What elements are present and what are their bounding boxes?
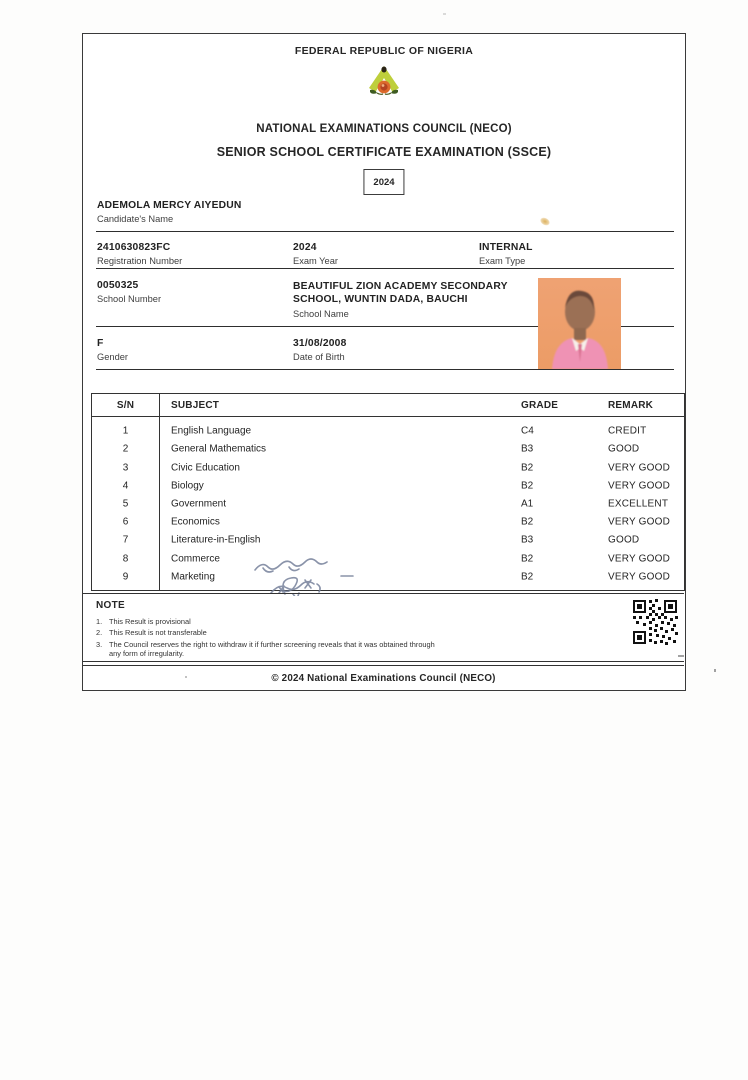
cell-remark: VERY GOOD bbox=[608, 516, 671, 528]
exam-type-label: Exam Type bbox=[479, 256, 526, 266]
exam-year-label: Exam Year bbox=[293, 256, 338, 266]
candidate-name-label: Candidate's Name bbox=[97, 214, 174, 224]
divider-line bbox=[96, 369, 674, 370]
exam-year-field bbox=[293, 242, 488, 266]
copyright-text: © 2024 National Examinations Council (NECO) bbox=[271, 673, 496, 684]
cell-remark: GOOD bbox=[608, 443, 640, 455]
cell-remark: VERY GOOD bbox=[608, 462, 671, 474]
header-sn: S/N bbox=[116, 400, 135, 411]
note-item-number: 3. bbox=[96, 639, 103, 649]
cell-remark: EXCELLENT bbox=[608, 498, 669, 510]
exam-year-value: 2024 bbox=[293, 242, 317, 253]
cell-remark: VERY GOOD bbox=[608, 571, 671, 583]
note-title: NOTE bbox=[96, 600, 125, 611]
date-of-birth-field bbox=[293, 338, 488, 362]
table-row bbox=[92, 458, 684, 476]
header-subject: SUBJECT bbox=[171, 400, 220, 411]
exam-type-field bbox=[479, 242, 674, 266]
cell-sn: 5 bbox=[122, 498, 129, 510]
note-section bbox=[83, 593, 684, 662]
results-table bbox=[91, 393, 685, 591]
cell-grade: C4 bbox=[521, 425, 534, 437]
divider-line bbox=[96, 268, 674, 269]
gender-label: Gender bbox=[97, 352, 129, 362]
cell-sn: 7 bbox=[122, 534, 129, 546]
cell-sn: 6 bbox=[122, 516, 129, 528]
cell-subject: General Mathematics bbox=[171, 443, 267, 455]
registration-number-label: Registration Number bbox=[97, 256, 183, 266]
school-name-label: School Name bbox=[293, 309, 349, 319]
cell-grade: B2 bbox=[521, 462, 534, 474]
table-row bbox=[92, 477, 684, 495]
candidate-name: ADEMOLA MERCY AIYEDUN bbox=[97, 200, 242, 211]
note-item-text: The Council reserves the right to withdraw it if further screening reveals that it was obtained through any form of irregularity. bbox=[109, 639, 435, 659]
cell-grade: B3 bbox=[521, 534, 534, 546]
cell-remark: CREDIT bbox=[608, 425, 647, 437]
candidate-name-block bbox=[97, 200, 242, 224]
results-table-header bbox=[92, 394, 684, 417]
candidate-photo bbox=[538, 278, 621, 369]
cell-remark: VERY GOOD bbox=[608, 480, 671, 492]
school-number-label: School Number bbox=[97, 294, 162, 304]
note-item-number: 2. bbox=[96, 628, 103, 638]
scan-mark bbox=[714, 669, 716, 672]
cell-grade: B2 bbox=[521, 480, 534, 492]
cell-subject: Commerce bbox=[171, 553, 220, 565]
table-row bbox=[92, 531, 684, 549]
cell-subject: Marketing bbox=[171, 571, 215, 583]
note-item-number: 1. bbox=[96, 617, 103, 626]
note-list bbox=[96, 617, 456, 661]
note-item bbox=[96, 640, 456, 660]
cell-grade: B3 bbox=[521, 443, 534, 455]
header-remark: REMARK bbox=[608, 400, 654, 411]
results-rows bbox=[92, 417, 684, 590]
cell-grade: A1 bbox=[521, 498, 534, 510]
cell-remark: VERY GOOD bbox=[608, 553, 671, 565]
table-row bbox=[92, 550, 684, 568]
cell-grade: B2 bbox=[521, 516, 534, 528]
council-title: NATIONAL EXAMINATIONS COUNCIL (NECO) bbox=[256, 123, 512, 135]
note-item-text: This Result is provisional bbox=[109, 617, 191, 626]
cell-sn: 1 bbox=[122, 425, 129, 437]
cell-subject: Literature-in-English bbox=[171, 534, 261, 546]
note-item-text: This Result is not transferable bbox=[109, 628, 207, 638]
scan-mark bbox=[443, 13, 446, 15]
cell-sn: 9 bbox=[122, 571, 129, 583]
cell-sn: 4 bbox=[122, 480, 129, 492]
footer-strip bbox=[83, 665, 684, 691]
school-name-field bbox=[293, 280, 518, 319]
gender-field bbox=[97, 338, 292, 362]
cell-subject: Government bbox=[171, 498, 227, 510]
exam-type-value: INTERNAL bbox=[479, 242, 533, 253]
registration-number-field bbox=[97, 242, 292, 266]
cell-grade: B2 bbox=[521, 553, 534, 565]
cell-subject: Economics bbox=[171, 516, 220, 528]
header-grade: GRADE bbox=[521, 400, 559, 411]
gender-value: F bbox=[97, 338, 104, 349]
date-of-birth-value: 31/08/2008 bbox=[293, 338, 347, 349]
note-item bbox=[96, 617, 456, 627]
school-number-field bbox=[97, 280, 292, 304]
cell-grade: B2 bbox=[521, 571, 534, 583]
exam-year-badge: 2024 bbox=[363, 169, 404, 195]
table-row bbox=[92, 568, 684, 586]
certificate-card bbox=[82, 33, 686, 691]
cell-sn: 3 bbox=[122, 462, 129, 474]
registration-number-value: 2410630823FC bbox=[97, 242, 171, 253]
cell-subject: English Language bbox=[171, 425, 252, 437]
cell-sn: 8 bbox=[122, 553, 129, 565]
cell-subject: Biology bbox=[171, 480, 204, 492]
table-row bbox=[92, 513, 684, 531]
cell-sn: 2 bbox=[122, 443, 129, 455]
table-row bbox=[92, 440, 684, 458]
country-title: FEDERAL REPUBLIC OF NIGERIA bbox=[294, 45, 474, 57]
divider-line bbox=[96, 231, 674, 232]
table-row bbox=[92, 422, 684, 440]
date-of-birth-label: Date of Birth bbox=[293, 352, 345, 362]
exam-title: SENIOR SCHOOL CERTIFICATE EXAMINATION (SSCE) bbox=[216, 145, 552, 159]
neco-logo-icon bbox=[364, 63, 404, 103]
table-row bbox=[92, 495, 684, 513]
cell-remark: GOOD bbox=[608, 534, 640, 546]
qr-code bbox=[632, 599, 678, 645]
school-number-value: 0050325 bbox=[97, 280, 139, 291]
school-name-value: BEAUTIFUL ZION ACADEMY SECONDARY SCHOOL, WUNTIN DADA, BAUCHI bbox=[293, 281, 508, 305]
note-item bbox=[96, 628, 456, 638]
cell-subject: Civic Education bbox=[171, 462, 240, 474]
